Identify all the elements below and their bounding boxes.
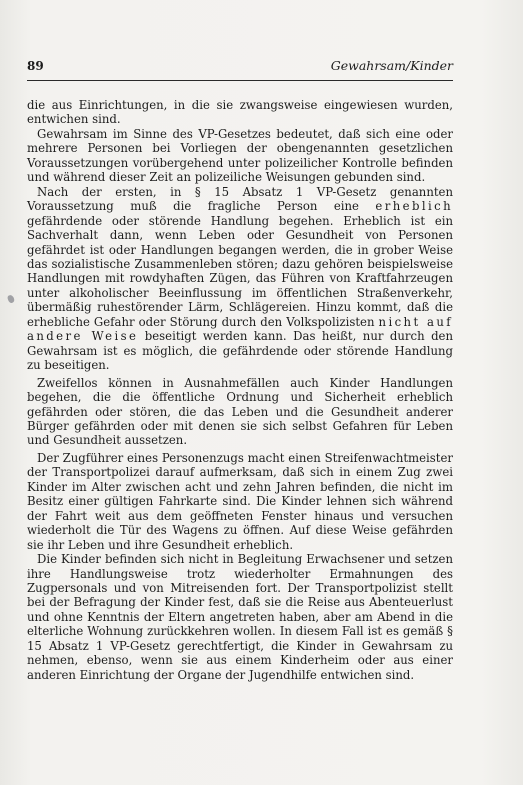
text-segment: gefährdende oder störende Handlung begehen. Erheblich ist ein Sachverhalt dann, wenn Leben oder Gesundheit von Personen gefährdet ist oder Handlungen begangen werden, die in grober Weise das sozialistische Zusammenleben stören; dazu gehören beispielsweise Handlungen mit rowdyhaften Zügen, das Führen von Kraftfahrzeugen unter alkoholischer Beeinflussung im öffentlichen Straßenverkehr, übermäßig ruhestörender Lärm, Schlägereien. Hinzu kommt, daß die erhebliche Gefahr oder Störung durch den Volkspolizisten xyxy=(27,213,453,329)
body-text xyxy=(27,98,453,682)
emphasis-spaced-text: nicht auf andere Weise xyxy=(27,314,454,344)
text-segment: Nach der ersten, in § 15 Absatz 1 VP-Gesetz genannten Voraussetzung muß die fragliche Person eine xyxy=(27,184,453,214)
text-segment: Der Zugführer eines Personenzugs macht einen Streifenwachtmeister der Transportpolizei darauf aufmerksam, daß sich in einem Zug zwei Kinder im Alter zwischen acht und zehn Jahren befinden, die nicht im Besitz einer gültigen Fahrkarte sind. Die Kinder lehnen sich während der Fahrt weit aus dem geöffneten Fenster hinaus und versuchen wiederholt die Tür des Wagens zu öffnen. Auf diese Weise gefährden sie ihr Leben und ihre Gesundheit erheblich. xyxy=(27,450,453,552)
page-number: 89 xyxy=(27,59,44,73)
text-segment: die aus Einrichtungen, in die sie zwangsweise eingewiesen wurden, entwichen sind. xyxy=(27,98,453,127)
text-segment: Zweifellos können in Ausnahmefällen auch Kinder Handlungen begehen, die die öffentliche Ordnung und Sicherheit erheblich gefährden oder stören, die das Leben und die Gesundheit anderer Bürger gefährden oder mit denen sie sich selbst Gefahren für Leben und Gesundheit aussetzen. xyxy=(27,375,453,448)
running-title: Gewahrsam/Kinder xyxy=(330,58,453,73)
text-segment: Die Kinder befinden sich nicht in Begleitung Erwachsener und setzen ihre Handlungsweise trotz wiederholter Ermahnungen des Zugpersonals und von Mitreisenden fort. Der Transportpolizist stellt bei der Befragung der Kinder fest, daß sie die Reise aus Abenteuerlust und ohne Kenntnis der Eltern angetreten haben, aber am Abend in die elterliche Wohnung zurückkehren wollen. In diesem Fall ist es gemäß § 15 Absatz 1 VP-Gesetz gerechtfertigt, die Kinder in Gewahrsam zu nehmen, ebenso, wenn sie aus einem Kinderheim oder aus einer anderen Einrichtung der Organe der Jugendhilfe entwichen sind. xyxy=(27,552,453,682)
page-header xyxy=(27,58,453,76)
text-segment: Gewahrsam im Sinne des VP-Gesetzes bedeutet, daß sich eine oder mehrere Personen bei Vorliegen der obengenannten gesetzlichen Voraussetzungen vorübergehend unter polizeilicher Kontrolle befinden und während dieser Zeit an polizeiliche Weisungen gebunden sind. xyxy=(27,126,453,185)
paragraph-example-train xyxy=(27,451,453,552)
paragraph-example-conclusion xyxy=(27,552,453,682)
header-rule xyxy=(27,80,453,81)
paragraph-children-exception xyxy=(27,376,453,448)
margin-ink-mark xyxy=(7,294,15,304)
text-segment: beseitigt werden kann. Das heißt, nur durch den Gewahrsam ist es möglich, die gefährdende oder störende Handlung zu beseitigen. xyxy=(27,329,453,373)
paragraph-first-requirement xyxy=(27,185,453,373)
emphasis-spaced-text: erheblich xyxy=(375,199,453,214)
paragraph-gewahrsam-definition xyxy=(27,127,453,185)
paragraph-continuation xyxy=(27,98,453,127)
